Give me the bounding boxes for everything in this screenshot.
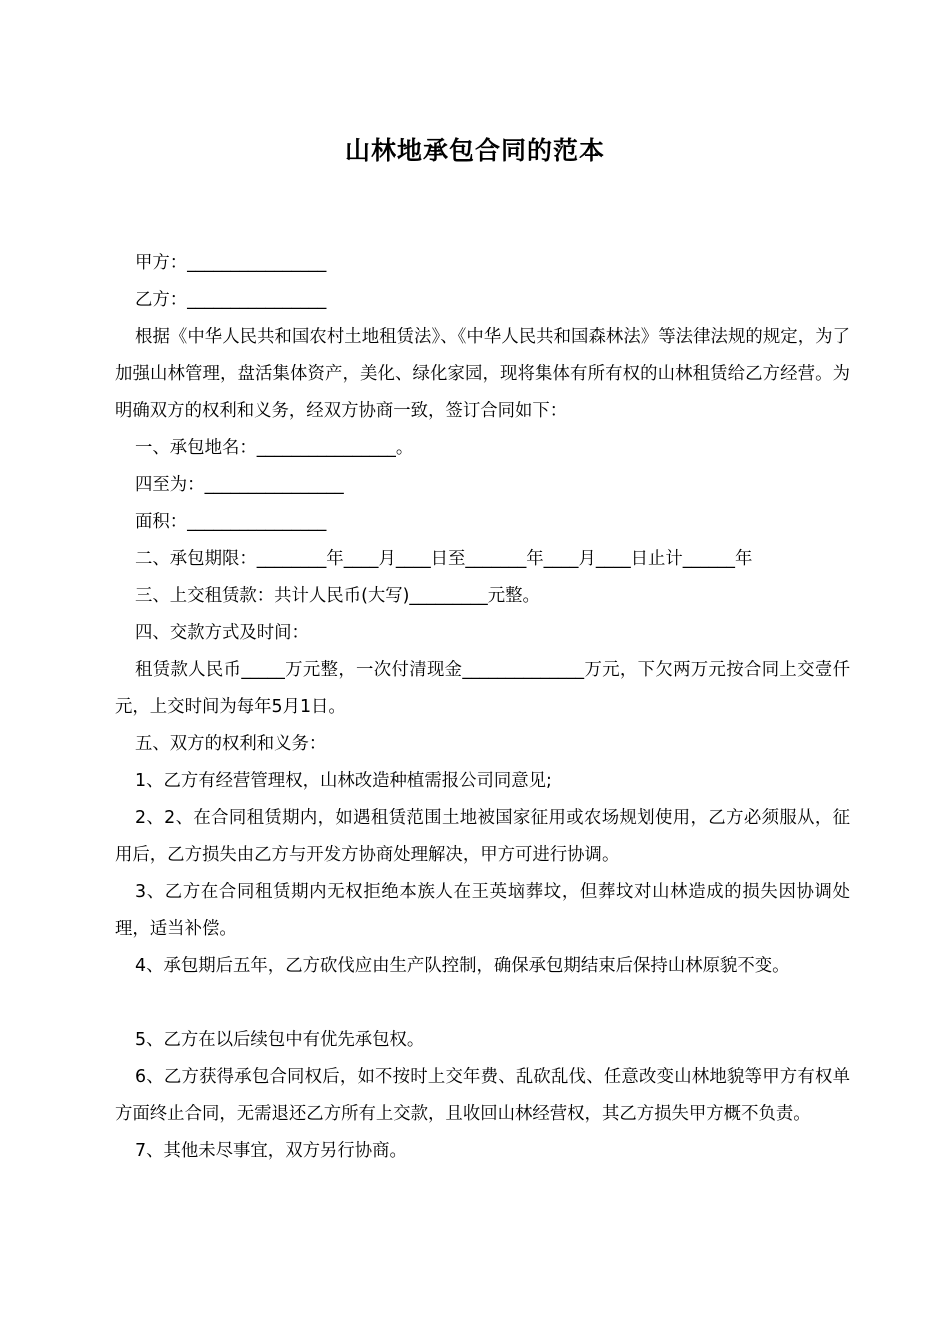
right-item-3: 3、乙方在合同租赁期内无权拒绝本族人在王英垴葬坟，但葬坟对山林造成的损失因协调处理，适当补偿。 [115,882,850,939]
preamble-paragraph: 根据《中华人民共和国农村土地租赁法》、《中华人民共和国森林法》等法律法规的规定，为了加强山林管理，盘活集体资产，美化、绿化家园，现将集体有所有权的山林租赁给乙方经营。为明确双方的权利和义务，经双方协商一致，签订合同如下： [115,327,850,421]
document-title: 山林地承包合同的范本 [344,136,605,165]
clause-1-location: 一、承包地名：________________。 [135,438,414,458]
party-a-line: 甲方：________________ [135,253,327,273]
right-item-7: 7、其他未尽事宜，双方另行协商。 [135,1141,407,1161]
right-item-4: 4、承包期后五年，乙方砍伐应由生产队控制，确保承包期结束后保持山林原貌不变。 [135,956,790,976]
area-line: 面积：________________ [135,512,327,532]
right-item-2: 2、2、在合同租赁期内，如遇租赁范围土地被国家征用或农场规划使用，乙方必须服从，征用后，乙方损失由乙方与开发方协商处理解决，甲方可进行协调。 [115,808,850,865]
paragraph-gap [115,985,850,1022]
clause-3-rent: 三、上交租赁款：共计人民币(大写)_________元整。 [135,586,540,606]
payment-paragraph: 租赁款人民币_____万元整，一次付清现金______________万元，下欠两万元按合同上交壹仟元，上交时间为每年5月1日。 [115,660,850,717]
clause-2-term: 二、承包期限：________年____月____日至_______年____月____日止计______年 [135,549,753,569]
boundaries-line: 四至为：________________ [135,475,344,495]
clause-5-heading: 五、双方的权利和义务： [135,734,327,754]
party-b-line: 乙方：________________ [135,290,327,310]
right-item-1: 1、乙方有经营管理权，山林改造种植需报公司同意见; [135,771,552,791]
document-body [115,245,850,1170]
right-item-6: 6、乙方获得承包合同权后，如不按时上交年费、乱砍乱伐、任意改变山林地貌等甲方有权单方面终止合同，无需退还乙方所有上交款，且收回山林经营权，其乙方损失甲方概不负责。 [115,1067,850,1124]
right-item-5: 5、乙方在以后续包中有优先承包权。 [135,1030,425,1050]
clause-4-heading: 四、交款方式及时间： [135,623,309,643]
